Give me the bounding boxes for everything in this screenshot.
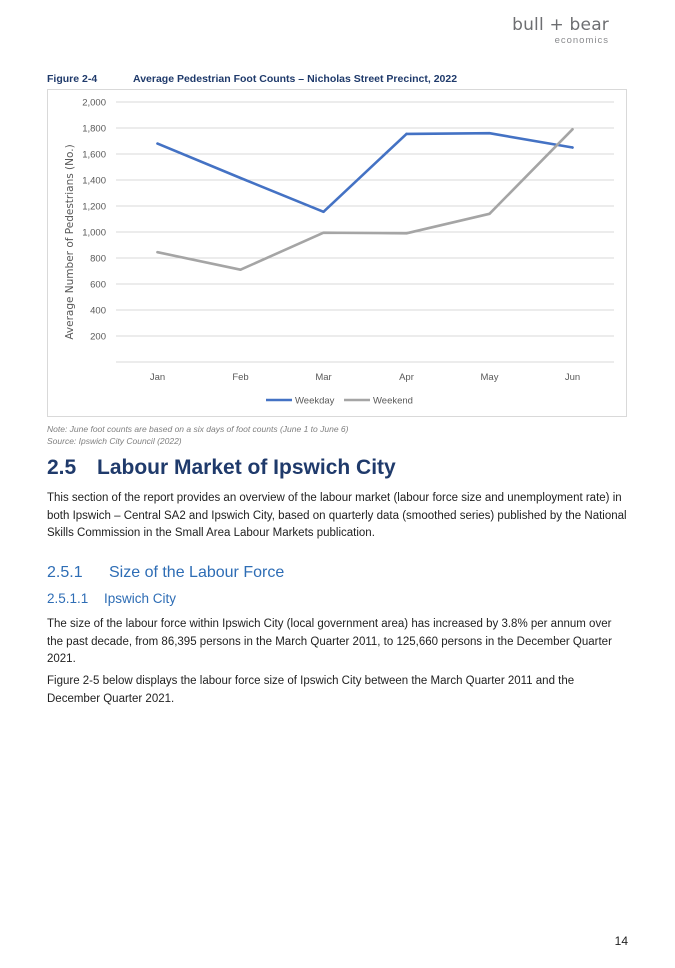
series-line-weekday	[158, 133, 573, 212]
data-point-weekend	[239, 269, 241, 271]
x-tick-label: Jun	[564, 372, 581, 383]
data-point-weekday	[405, 133, 407, 135]
figure-number: Figure 2-4	[47, 73, 98, 85]
data-point-weekday	[488, 132, 490, 134]
y-tick-label: 800	[90, 253, 106, 265]
y-tick-label: 1,600	[82, 149, 106, 161]
y-tick-label: 400	[90, 305, 106, 317]
figure-note: Note: June foot counts are based on a six days of foot counts (June 1 to June 6)	[47, 424, 349, 434]
data-point-weekend	[488, 213, 490, 215]
data-point-weekend	[571, 128, 573, 130]
section-title: Labour Market of Ipswich City	[97, 456, 396, 479]
data-point-weekend	[156, 251, 158, 253]
legend-label-weekend: Weekend	[373, 395, 413, 407]
legend-label-weekday: Weekday	[295, 395, 335, 407]
series-line-weekend	[158, 129, 573, 269]
section-intro-paragraph: This section of the report provides an overview of the labour market (labour force size and unemployment rate) in both Ipswich – Central SA2 and Ipswich City, based on quarterly data (smoothed series) published by the National Skills Commission in the Small Area Labour Markets publication.	[47, 492, 627, 539]
y-tick-label: 200	[90, 331, 106, 343]
y-tick-label: 1,200	[82, 201, 106, 213]
data-point-weekday	[239, 177, 241, 179]
y-tick-label: 2,000	[82, 97, 106, 109]
data-point-weekend	[322, 231, 324, 233]
figure-reference-paragraph: Figure 2-5 below displays the labour force size of Ipswich City between the March Quarter 2011 and the December Quarter 2021.	[47, 675, 575, 705]
page-number: 14	[614, 934, 628, 948]
company-logo	[512, 16, 609, 46]
subsubsection-heading	[47, 591, 176, 606]
data-point-weekday	[156, 142, 158, 144]
figure-source: Source: Ipswich City Council (2022)	[47, 436, 182, 446]
x-tick-label: May	[480, 372, 499, 383]
section-heading	[47, 456, 396, 480]
data-point-weekend	[405, 232, 407, 234]
y-axis-title: Average Number of Pedestrians (No.)	[64, 144, 76, 340]
logo-wordmark: bull + bear	[512, 15, 609, 35]
x-tick-label: Apr	[399, 372, 414, 383]
data-point-weekday	[571, 146, 573, 148]
y-tick-label: 600	[90, 279, 106, 291]
figure-title: Average Pedestrian Foot Counts – Nicholas Street Precinct, 2022	[133, 73, 458, 85]
x-tick-label: Feb	[232, 372, 249, 383]
x-tick-label: Jan	[149, 372, 166, 383]
y-tick-label: 1,800	[82, 123, 106, 135]
logo-tagline: economics	[554, 35, 609, 46]
data-point-weekday	[322, 211, 324, 213]
section-number: 2.5	[47, 456, 77, 479]
subsection-heading	[47, 564, 284, 582]
y-tick-label: 1,400	[82, 175, 106, 187]
line-chart	[48, 90, 626, 416]
figure-caption	[47, 73, 457, 85]
subsubsection-title: Ipswich City	[104, 591, 177, 606]
subsubsection-number: 2.5.1.1	[47, 591, 89, 606]
x-tick-label: Mar	[315, 372, 332, 383]
labour-force-paragraph: The size of the labour force within Ipswich City (local government area) has increased by 3.8% per annum over the past decade, from 86,395 persons in the March Quarter 2011, to 125,660 persons in the December Quarter 2021.	[47, 618, 612, 665]
subsection-number: 2.5.1	[47, 564, 83, 581]
subsection-title: Size of the Labour Force	[109, 564, 285, 581]
y-tick-label: 1,000	[82, 227, 106, 239]
chart-container	[47, 89, 627, 417]
